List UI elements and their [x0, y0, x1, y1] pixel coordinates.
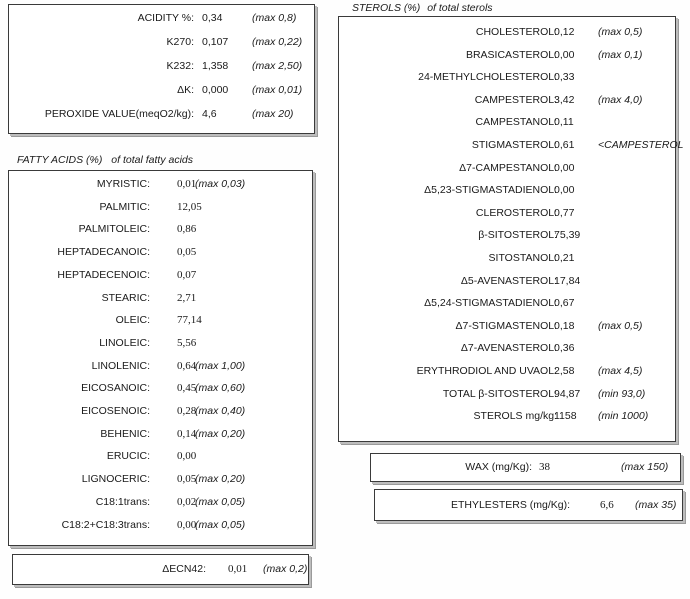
- sterol-row-label: Δ5,24-STIGMASTADIENOL:: [424, 297, 557, 310]
- sterol-row: [339, 340, 675, 356]
- fatty-acid-row: [9, 267, 312, 283]
- sterol-row-value: 0,36: [554, 342, 575, 355]
- sterol-row: [339, 137, 684, 153]
- fatty-acid-row: [9, 244, 312, 260]
- fatty-acid-row: [9, 494, 312, 510]
- fatty-acid-row-label: C18:1trans:: [95, 495, 150, 508]
- quality-row-limit: (max 0,01): [252, 84, 303, 96]
- quality-row-label: ACIDITY %:: [137, 12, 194, 24]
- fatty-acid-row-label: EICOSANOIC:: [81, 382, 150, 395]
- sterols-heading-sub: of total sterols: [427, 2, 493, 14]
- sterol-row-value: 0,18: [554, 319, 575, 332]
- sterol-row-value: 0,33: [554, 71, 575, 84]
- quality-row-label: K270:: [166, 36, 194, 48]
- sterol-row-value: 2,58: [554, 365, 575, 377]
- sterol-row-limit: <CAMPESTEROL: [598, 139, 684, 151]
- quality-row: [9, 10, 314, 26]
- fatty-acid-row-value: 0,07: [177, 268, 197, 281]
- sterol-row: [339, 408, 675, 424]
- ethylesters-value: 6,6: [600, 499, 614, 511]
- fatty-acid-row: [9, 517, 312, 533]
- fatty-acids-box: [8, 170, 313, 546]
- quality-row: [9, 58, 314, 74]
- sterol-row-label: CAMPESTEROL:: [474, 93, 557, 106]
- sterol-row: [339, 114, 675, 130]
- sterol-row: [339, 295, 675, 311]
- quality-row-label: K232:: [166, 60, 194, 72]
- quality-row: [9, 106, 314, 122]
- sterols-heading: [352, 2, 493, 14]
- sterol-row-label: Δ7-AVENASTEROL:: [460, 342, 557, 355]
- sterol-row-value: 1158: [554, 410, 577, 423]
- quality-row-value: 0,34: [202, 12, 223, 24]
- sterol-row: [339, 227, 675, 243]
- sterol-row-value: 0,00: [554, 48, 575, 61]
- sterol-row-label: STEROLS mg/kg:: [473, 410, 557, 423]
- fatty-acid-row-label: LINOLEIC:: [99, 336, 150, 349]
- fatty-acid-row: [9, 380, 312, 396]
- sterol-row-label: CLEROSTEROL:: [475, 206, 557, 219]
- fatty-acids-heading-sub: of total fatty acids: [111, 154, 194, 166]
- quality-row-limit: (max 0,22): [252, 36, 303, 48]
- sterol-row-value: 94,87: [554, 387, 581, 400]
- sterols-box: [338, 16, 684, 442]
- quality-row: [9, 34, 314, 50]
- fatty-acid-row-label: PALMITOLEIC:: [78, 223, 150, 236]
- fatty-acid-row-label: HEPTADECENOIC:: [57, 268, 150, 281]
- fatty-acid-row: [9, 176, 312, 192]
- sterol-row: [339, 24, 675, 40]
- wax-box: [370, 453, 681, 482]
- sterol-row: [339, 318, 675, 334]
- sterol-row: [339, 386, 675, 402]
- fatty-acid-row-limit: (max 1,00): [195, 359, 246, 372]
- fatty-acid-row-label: PALMITIC:: [99, 200, 150, 213]
- sterol-row-value: 75,39: [554, 229, 581, 242]
- quality-row-label: PEROXIDE VALUE(meqO2/kg):: [44, 108, 194, 120]
- fatty-acid-row-label: MYRISTIC:: [96, 178, 150, 190]
- quality-row-limit: (max 0,8): [252, 12, 297, 24]
- fatty-acid-row-value: 2,71: [177, 291, 197, 304]
- sterol-row-limit: (max 0,1): [598, 48, 643, 61]
- fatty-acid-row-label: BEHENIC:: [100, 427, 150, 440]
- fatty-acid-row: [9, 290, 312, 306]
- sterol-row-label: SITOSTANOL:: [488, 252, 557, 264]
- sterol-row-value: 0,00: [554, 184, 575, 197]
- sterol-row-limit: (max 0,5): [598, 26, 643, 38]
- fatty-acids-heading: [17, 154, 193, 166]
- sterol-row-value: 3,42: [554, 93, 575, 106]
- wax-row: [371, 459, 680, 475]
- fatty-acid-row-limit: (max 0,03): [195, 178, 246, 190]
- quality-parameters-box: [8, 4, 315, 134]
- sterol-row-limit: (max 4,0): [598, 93, 643, 106]
- fatty-acid-row-value: 12,05: [177, 200, 202, 213]
- sterol-row-value: 0,61: [554, 139, 575, 151]
- sterol-row: [339, 363, 675, 379]
- fatty-acid-row-value: 0,02: [177, 495, 197, 508]
- sterol-row-label: Δ5,23-STIGMASTADIENOL:: [424, 184, 557, 197]
- sterol-row-label: TOTAL β-SITOSTEROL:: [442, 387, 557, 400]
- fatty-acid-row-limit: (max 0,20): [195, 473, 246, 486]
- fatty-acid-row-label: LINOLENIC:: [91, 359, 150, 372]
- sterol-row-value: 0,12: [554, 26, 575, 38]
- fatty-acid-row-value: 0,05: [177, 473, 197, 486]
- fatty-acid-row-label: STEARIC:: [101, 291, 150, 304]
- fatty-acid-row: [9, 426, 312, 442]
- sterol-row-limit: (max 0,5): [598, 319, 643, 332]
- ecn42-row: [13, 561, 308, 577]
- fatty-acid-row-value: 0,28: [177, 405, 197, 417]
- sterol-row: [339, 182, 675, 198]
- sterol-row-value: 0,67: [554, 297, 575, 310]
- fatty-acid-row: [9, 221, 312, 237]
- ecn42-box: [12, 554, 309, 585]
- wax-value: 38: [539, 461, 550, 473]
- sterol-row-value: 0,11: [554, 116, 574, 129]
- ecn42-value: 0,01: [228, 563, 248, 575]
- fatty-acid-row-limit: (max 0,05): [195, 495, 246, 508]
- sterol-row-label: Δ7-CAMPESTANOL:: [459, 161, 557, 174]
- sterol-row-label: STIGMASTEROL:: [471, 139, 557, 151]
- sterol-row-label: CHOLESTEROL:: [475, 26, 557, 38]
- quality-row-value: 0,107: [202, 36, 229, 48]
- sterol-row-label: BRASICASTEROL:: [465, 48, 557, 61]
- ecn42-label: ΔECN42:: [162, 563, 206, 575]
- sterol-row-value: 0,00: [554, 161, 575, 174]
- fatty-acid-row-value: 0,05: [177, 246, 197, 259]
- sterol-row: [339, 250, 675, 266]
- fatty-acid-row-label: HEPTADECANOIC:: [57, 246, 150, 259]
- wax-limit: (max 150): [621, 461, 669, 473]
- fatty-acid-row-value: 77,14: [177, 314, 202, 327]
- fatty-acid-row: [9, 335, 312, 351]
- ethylesters-limit: (max 35): [635, 499, 677, 511]
- fatty-acid-row: [9, 199, 312, 215]
- quality-row-limit: (max 2,50): [252, 60, 303, 72]
- fatty-acid-row-value: 0,01: [177, 178, 197, 190]
- fatty-acid-row-limit: (max 0,20): [195, 427, 246, 440]
- ethylesters-box: [374, 489, 683, 521]
- fatty-acid-row: [9, 471, 312, 487]
- sterol-row-label: 24-METHYLCHOLESTEROL:: [418, 71, 557, 84]
- fatty-acid-row-label: ERUCIC:: [106, 450, 150, 463]
- fatty-acid-row-value: 0,64: [177, 359, 197, 372]
- sterol-row-label: CAMPESTANOL:: [475, 116, 557, 129]
- ecn42-limit: (max 0,2): [263, 563, 308, 575]
- sterol-row-label: β-SITOSTEROL:: [478, 229, 557, 242]
- sterol-row-label: ERYTHRODIOL AND UVAOL:: [416, 365, 557, 377]
- fatty-acid-row-value: 0,14: [177, 427, 197, 440]
- fatty-acid-row-value: 0,00: [177, 518, 197, 531]
- sterol-row-limit: (min 93,0): [598, 387, 646, 400]
- fatty-acid-row: [9, 312, 312, 328]
- fatty-acids-heading-main: FATTY ACIDS (%): [17, 154, 103, 166]
- fatty-acid-row-label: LIGNOCERIC:: [81, 473, 150, 486]
- sterol-row-label: Δ5-AVENASTEROL:: [460, 274, 557, 287]
- fatty-acid-row-label: OLEIC:: [115, 314, 150, 327]
- sterol-row-value: 17,84: [554, 274, 581, 287]
- sterol-row-limit: (min 1000): [598, 410, 649, 423]
- sterol-row: [339, 160, 675, 176]
- fatty-acid-row-limit: (max 0,05): [195, 518, 246, 531]
- quality-row-limit: (max 20): [252, 108, 294, 120]
- sterol-row-value: 0,21: [554, 252, 575, 264]
- quality-row-label: ΔK:: [177, 84, 194, 96]
- sterol-row: [339, 69, 675, 85]
- fatty-acid-row-label: EICOSENOIC:: [81, 405, 150, 417]
- quality-row-value: 1,358: [202, 60, 229, 72]
- sterol-row: [339, 92, 675, 108]
- fatty-acid-row-value: 0,45: [177, 382, 197, 395]
- fatty-acid-row-label: C18:2+C18:3trans:: [61, 518, 150, 531]
- ethylesters-row: [375, 497, 682, 513]
- sterol-row: [339, 47, 675, 63]
- quality-row: [9, 82, 314, 98]
- sterols-heading-main: STEROLS (%): [352, 2, 421, 14]
- wax-label: WAX (mg/Kg):: [465, 461, 532, 473]
- fatty-acid-row-value: 5,56: [177, 336, 197, 349]
- quality-row-value: 0,000: [202, 84, 229, 96]
- fatty-acid-row-limit: (max 0,60): [195, 382, 246, 395]
- sterol-row-label: Δ7-STIGMASTENOL:: [455, 319, 557, 332]
- sterol-row-value: 0,77: [554, 206, 575, 219]
- sterol-row: [339, 273, 675, 289]
- fatty-acid-row: [9, 448, 312, 464]
- sterol-row-limit: (max 4,5): [598, 365, 643, 377]
- sterol-row: [339, 205, 675, 221]
- quality-row-value: 4,6: [202, 108, 217, 120]
- ethylesters-label: ETHYLESTERS (mg/Kg):: [450, 499, 570, 511]
- fatty-acid-row-value: 0,00: [177, 450, 197, 463]
- fatty-acid-row: [9, 358, 312, 374]
- fatty-acid-row-limit: (max 0,40): [195, 405, 246, 417]
- fatty-acid-row: [9, 403, 312, 419]
- fatty-acid-row-value: 0,86: [177, 223, 197, 236]
